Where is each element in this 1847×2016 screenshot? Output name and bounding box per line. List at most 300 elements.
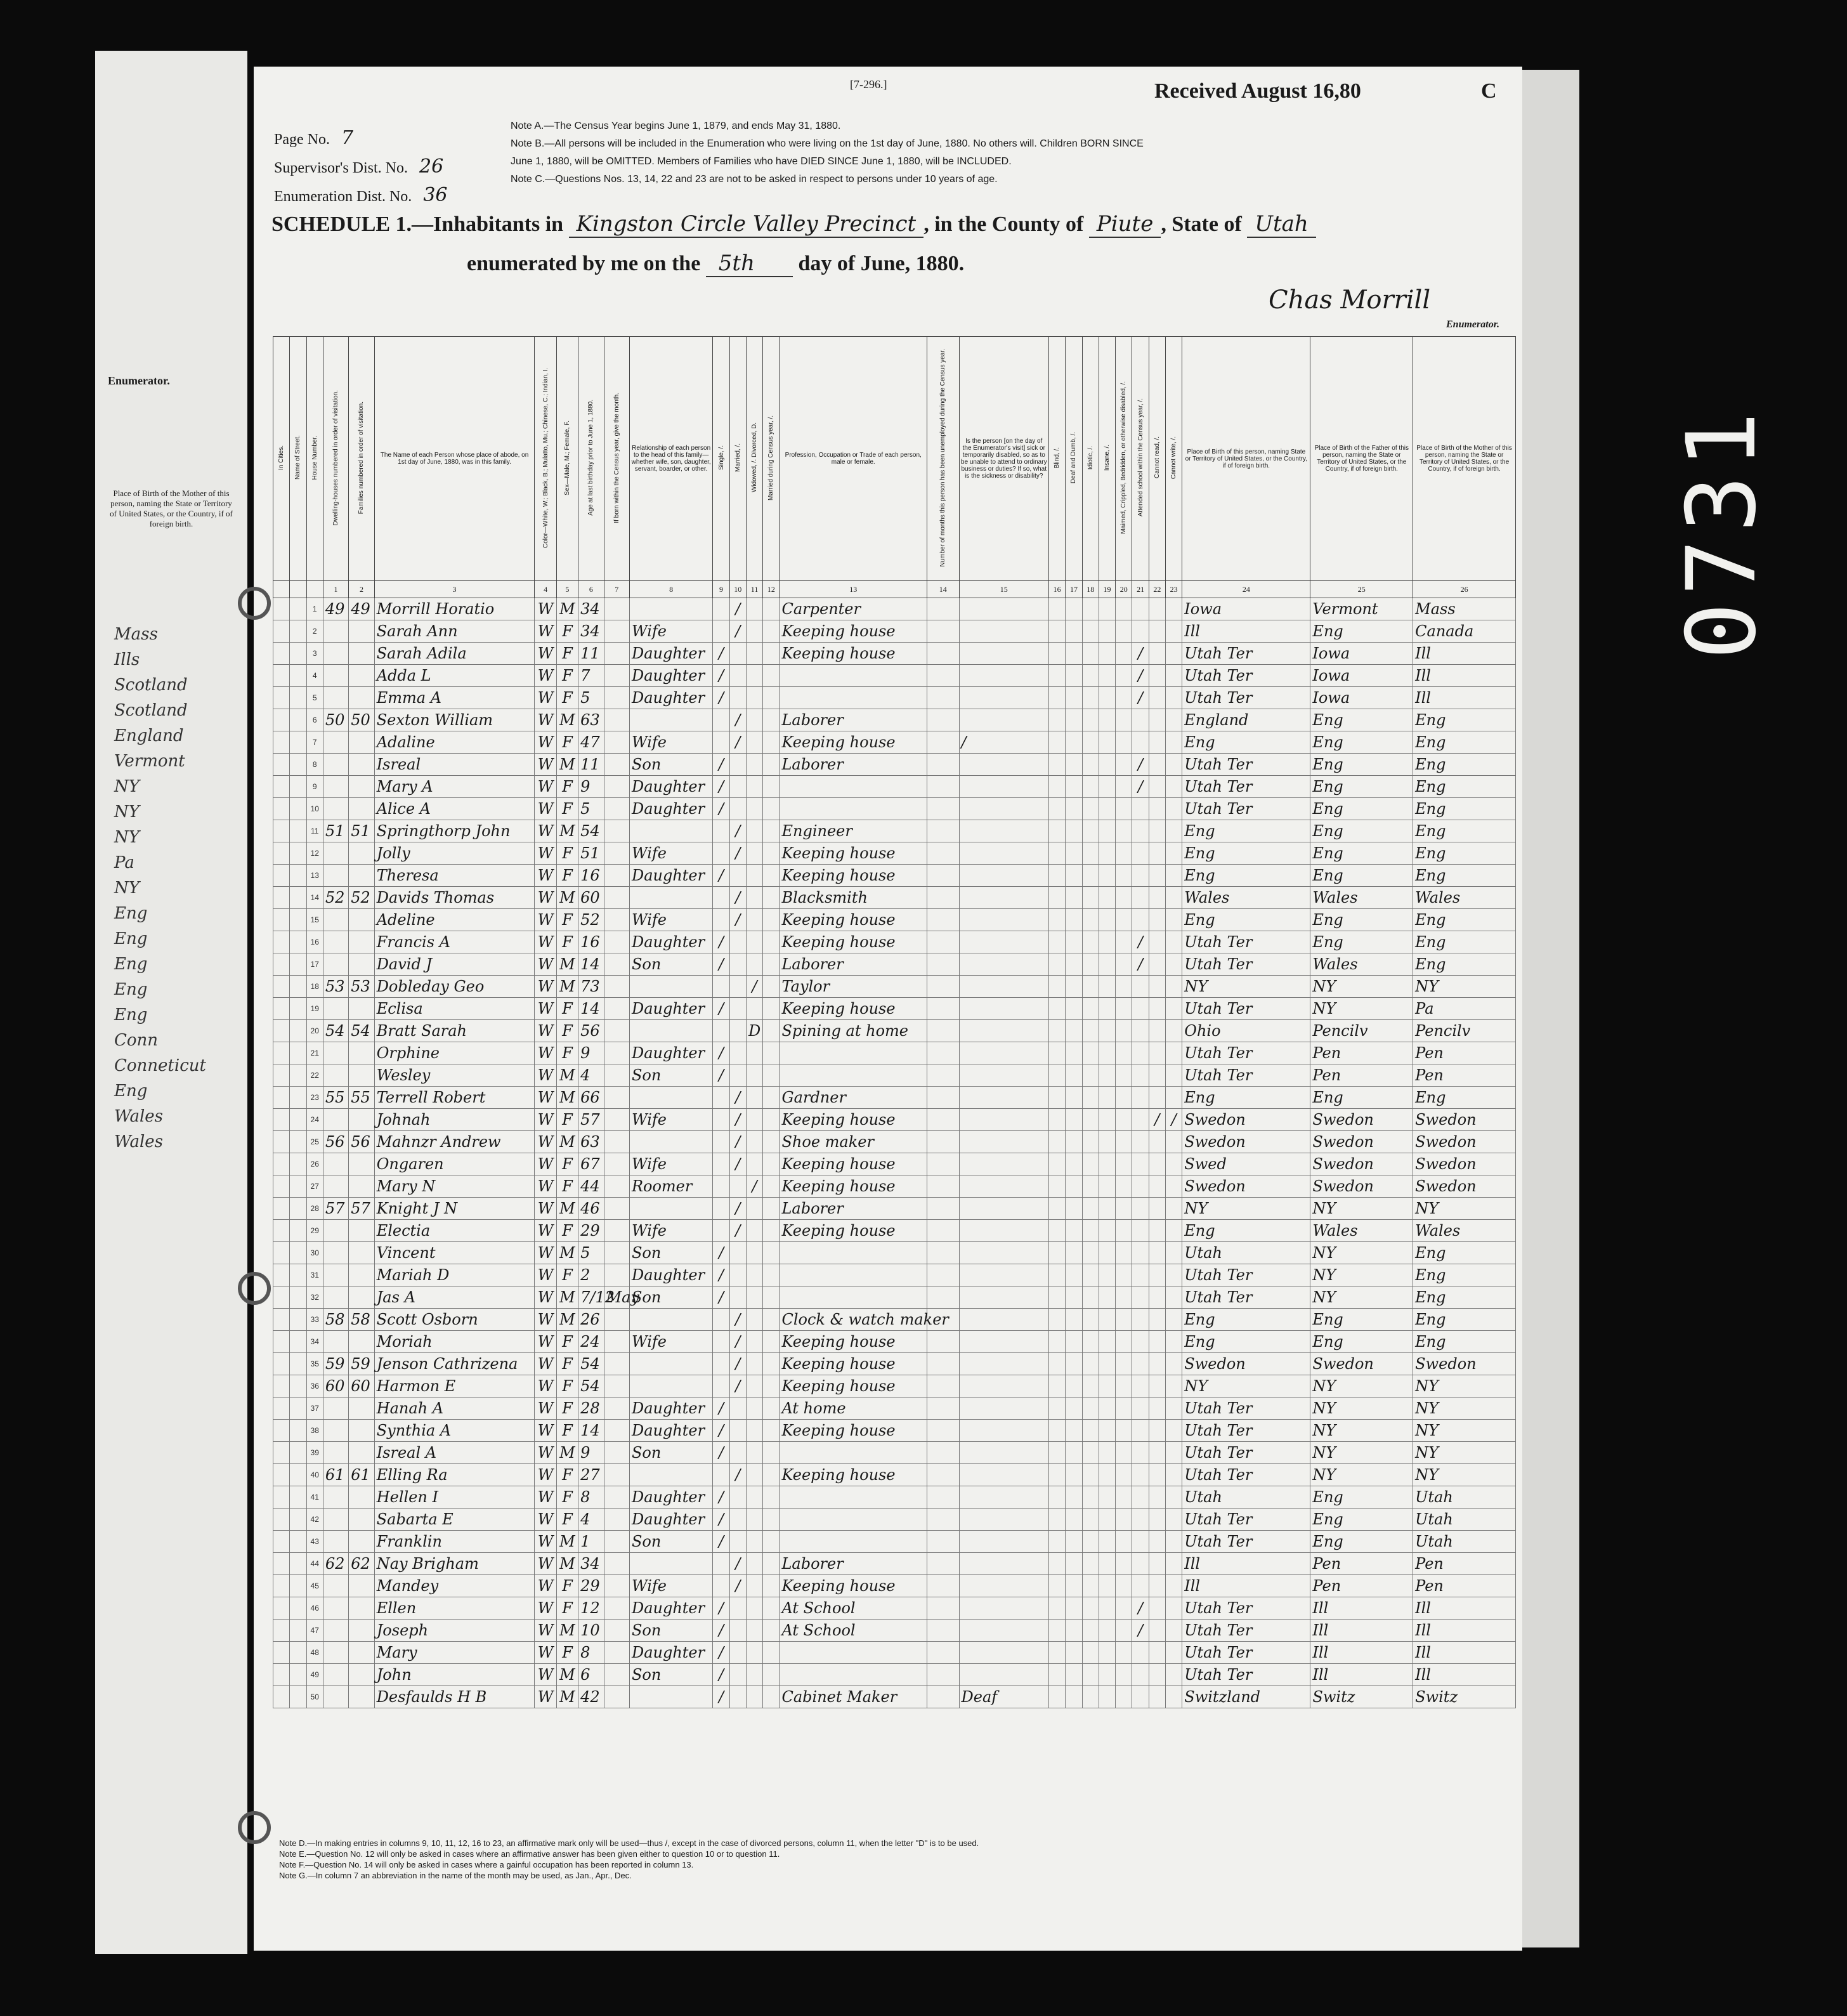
cell-fa	[349, 1286, 374, 1309]
cell-ln: 31	[306, 1264, 323, 1286]
cell-name: Franklin	[374, 1531, 535, 1553]
cell-empty	[1116, 1620, 1132, 1642]
cell-sick	[959, 1042, 1049, 1064]
cell-md	[763, 820, 780, 842]
cell-empty	[1082, 709, 1099, 731]
cell-empty	[1066, 1375, 1082, 1397]
cell-empty	[1082, 1264, 1099, 1286]
cell-mr: /	[729, 1464, 746, 1486]
cell-rd	[1149, 998, 1165, 1020]
cell-empty	[1099, 1686, 1115, 1708]
cell-empty	[1066, 1620, 1082, 1642]
cell-rel: Daughter	[629, 776, 712, 798]
cell-empty	[1066, 1486, 1082, 1509]
enum-suffix: day of June, 1880.	[798, 252, 965, 275]
cell-rel: Son	[629, 754, 712, 776]
cell-empty	[1099, 1242, 1115, 1264]
cell-empty	[1049, 865, 1066, 887]
cell-empty	[290, 1620, 306, 1642]
column-header	[349, 337, 374, 581]
cell-sc	[1132, 1664, 1149, 1686]
cell-wr	[1165, 1175, 1182, 1198]
cell-occ: Carpenter	[780, 598, 927, 620]
cell-b2: NY	[1310, 1442, 1413, 1464]
cell-rel	[629, 1686, 712, 1708]
cell-name: Adaline	[374, 731, 535, 754]
cell-un	[927, 1375, 959, 1397]
cell-wd	[746, 1220, 762, 1242]
cell-empty	[1099, 1397, 1115, 1420]
cell-mr	[729, 798, 746, 820]
cell-mr	[729, 1420, 746, 1442]
cell-occ	[780, 687, 927, 709]
cell-mo	[604, 731, 629, 754]
cell-dw: 57	[323, 1198, 348, 1220]
cell-sick	[959, 1397, 1049, 1420]
cell-c: W	[535, 665, 556, 687]
cell-occ: Laborer	[780, 1553, 927, 1575]
cell-b2: NY	[1310, 976, 1413, 998]
column-header-text: Age at last birthday prior to June 1, 1880.	[587, 400, 595, 516]
cell-wd	[746, 1464, 762, 1486]
cell-b2: Eng	[1310, 820, 1413, 842]
cell-a: 60	[578, 887, 604, 909]
cell-c: W	[535, 953, 556, 976]
cell-s: F	[556, 909, 578, 931]
cell-mr	[729, 1642, 746, 1664]
cell-wr	[1165, 1264, 1182, 1286]
cell-empty	[1116, 1220, 1132, 1242]
census-row	[273, 1509, 1516, 1531]
cell-wd	[746, 953, 762, 976]
cell-b1: Ill	[1182, 1553, 1310, 1575]
cell-wr	[1165, 1087, 1182, 1109]
cell-dw	[323, 1664, 348, 1686]
cell-wr	[1165, 865, 1182, 887]
cell-un	[927, 1442, 959, 1464]
cell-sick	[959, 598, 1049, 620]
cell-name: Sabarta E	[374, 1509, 535, 1531]
cell-rd	[1149, 1486, 1165, 1509]
cell-s: M	[556, 976, 578, 998]
cell-empty	[1082, 1309, 1099, 1331]
cell-empty	[1049, 1020, 1066, 1042]
cell-empty	[1066, 1042, 1082, 1064]
cell-empty	[1049, 620, 1066, 643]
cell-rd	[1149, 1020, 1165, 1042]
cell-sc	[1132, 1175, 1149, 1198]
cell-sick	[959, 1375, 1049, 1397]
cell-name: John	[374, 1664, 535, 1686]
cell-dw	[323, 1397, 348, 1420]
cell-c: W	[535, 620, 556, 643]
cell-ln: 23	[306, 1087, 323, 1109]
cell-empty	[1082, 665, 1099, 687]
cell-empty	[1066, 665, 1082, 687]
cell-b1: England	[1182, 709, 1310, 731]
cell-rd	[1149, 665, 1165, 687]
cell-empty	[1082, 1175, 1099, 1198]
cell-a: 73	[578, 976, 604, 998]
cell-empty	[1066, 687, 1082, 709]
cell-rel	[629, 709, 712, 731]
cell-wd	[746, 1153, 762, 1175]
cell-b2: Ill	[1310, 1642, 1413, 1664]
cell-wd	[746, 1420, 762, 1442]
cell-mr	[729, 1509, 746, 1531]
enumeration-value: 36	[423, 184, 448, 206]
cell-un	[927, 798, 959, 820]
cell-empty	[1116, 1597, 1132, 1620]
cell-name: Isreal	[374, 754, 535, 776]
cell-a: 14	[578, 998, 604, 1020]
cell-rd	[1149, 1375, 1165, 1397]
cell-b2: Eng	[1310, 1531, 1413, 1553]
cell-sick: Deaf	[959, 1686, 1049, 1708]
cell-wr	[1165, 1309, 1182, 1331]
cell-sg	[713, 887, 729, 909]
cell-mo	[604, 1553, 629, 1575]
cell-sg	[713, 1464, 729, 1486]
cell-ln: 3	[306, 643, 323, 665]
census-row	[273, 1153, 1516, 1175]
cell-empty	[273, 1420, 290, 1442]
cell-sc	[1132, 1486, 1149, 1509]
cell-dw	[323, 998, 348, 1020]
left-strip-entry: Scotland	[114, 676, 188, 695]
cell-rd	[1149, 687, 1165, 709]
cell-s: F	[556, 1020, 578, 1042]
cell-empty	[1049, 1264, 1066, 1286]
cell-mr	[729, 1531, 746, 1553]
cell-rd	[1149, 1286, 1165, 1309]
cell-occ: Keeping house	[780, 842, 927, 865]
cell-b3: Swedon	[1413, 1109, 1516, 1131]
cell-fa	[349, 953, 374, 976]
cell-b1: Utah Ter	[1182, 1042, 1310, 1064]
cell-rd	[1149, 820, 1165, 842]
cell-empty	[1066, 1064, 1082, 1087]
cell-dw: 60	[323, 1375, 348, 1397]
cell-empty	[290, 1642, 306, 1664]
cell-mr	[729, 1686, 746, 1708]
cell-b1: Utah Ter	[1182, 1620, 1310, 1642]
cell-fa	[349, 1242, 374, 1264]
cell-sick	[959, 1264, 1049, 1286]
cell-md	[763, 598, 780, 620]
cell-b3: Ill	[1413, 1642, 1516, 1664]
cell-empty	[1116, 1153, 1132, 1175]
cell-mr	[729, 998, 746, 1020]
cell-sc	[1132, 1087, 1149, 1109]
cell-b1: Swedon	[1182, 1109, 1310, 1131]
cell-b1: Utah Ter	[1182, 1397, 1310, 1420]
cell-empty	[1099, 865, 1115, 887]
cell-fa	[349, 687, 374, 709]
cell-a: 34	[578, 1553, 604, 1575]
cell-ln: 8	[306, 754, 323, 776]
cell-b1: Utah Ter	[1182, 1664, 1310, 1686]
cell-mo	[604, 754, 629, 776]
column-number: 10	[729, 581, 746, 598]
cell-md	[763, 1220, 780, 1242]
received-stamp: Received August 16,80	[1154, 79, 1361, 103]
cell-wr	[1165, 887, 1182, 909]
cell-empty	[290, 665, 306, 687]
cell-empty	[1082, 976, 1099, 998]
cell-empty	[1082, 1087, 1099, 1109]
cell-name: Springthorp John	[374, 820, 535, 842]
cell-mo	[604, 1642, 629, 1664]
cell-mr: /	[729, 1553, 746, 1575]
column-header	[1182, 337, 1310, 581]
cell-wd	[746, 1620, 762, 1642]
film-number: 0731	[1667, 405, 1777, 660]
cell-b1: Swed	[1182, 1153, 1310, 1175]
cell-sc	[1132, 620, 1149, 643]
column-header-text: Maimed, Crippled, Bedridden, or otherwise disabled, /.	[1120, 381, 1128, 534]
binder-ring	[238, 1811, 271, 1844]
cell-empty	[1082, 1420, 1099, 1442]
cell-name: Emma A	[374, 687, 535, 709]
cell-b3: Eng	[1413, 798, 1516, 820]
cell-a: 67	[578, 1153, 604, 1175]
cell-empty	[1099, 1286, 1115, 1309]
left-strip-entry: Vermont	[114, 752, 185, 771]
cell-empty	[1099, 1642, 1115, 1664]
cell-sick	[959, 1420, 1049, 1442]
cell-rel: Daughter	[629, 643, 712, 665]
cell-wd	[746, 1309, 762, 1331]
cell-empty	[290, 887, 306, 909]
cell-wd	[746, 1686, 762, 1708]
cell-a: 5	[578, 798, 604, 820]
census-row	[273, 1286, 1516, 1309]
cell-md	[763, 909, 780, 931]
cell-a: 2	[578, 1264, 604, 1286]
cell-c: W	[535, 1020, 556, 1042]
cell-b2: Eng	[1310, 1509, 1413, 1531]
cell-empty	[273, 1620, 290, 1642]
cell-b3: Eng	[1413, 842, 1516, 865]
cell-sg: /	[713, 953, 729, 976]
cell-empty	[1099, 1464, 1115, 1486]
cell-empty	[1099, 709, 1115, 731]
cell-rel: Son	[629, 1531, 712, 1553]
cell-empty	[1049, 1131, 1066, 1153]
cell-c: W	[535, 1309, 556, 1331]
cell-empty	[273, 1375, 290, 1397]
cell-un	[927, 731, 959, 754]
cell-sick	[959, 620, 1049, 643]
cell-fa	[349, 1442, 374, 1464]
cell-wd	[746, 865, 762, 887]
cell-wr	[1165, 953, 1182, 976]
column-number: 20	[1116, 581, 1132, 598]
cell-name: Orphine	[374, 1042, 535, 1064]
cell-b2: Eng	[1310, 776, 1413, 798]
cell-empty	[1049, 1686, 1066, 1708]
cell-sc	[1132, 909, 1149, 931]
cell-empty	[273, 1309, 290, 1331]
cell-mo	[604, 1664, 629, 1686]
column-header	[629, 337, 712, 581]
cell-empty	[1066, 1309, 1082, 1331]
binder-ring	[238, 1272, 271, 1305]
cell-empty	[1082, 1020, 1099, 1042]
cell-ln: 24	[306, 1109, 323, 1131]
cell-empty	[1082, 1353, 1099, 1375]
cell-empty	[1049, 1353, 1066, 1375]
cell-rd	[1149, 909, 1165, 931]
cell-empty	[1116, 865, 1132, 887]
cell-mo	[604, 1264, 629, 1286]
cell-empty	[290, 1420, 306, 1442]
cell-b2: Swedon	[1310, 1175, 1413, 1198]
cell-occ: Clock & watch maker	[780, 1309, 927, 1331]
cell-c: W	[535, 598, 556, 620]
cell-sick	[959, 798, 1049, 820]
cell-empty	[1082, 776, 1099, 798]
cell-rd	[1149, 731, 1165, 754]
cell-un	[927, 1686, 959, 1708]
cell-c: W	[535, 1642, 556, 1664]
cell-dw	[323, 1620, 348, 1642]
cell-rd	[1149, 1198, 1165, 1220]
census-row	[273, 731, 1516, 754]
cell-ln: 30	[306, 1242, 323, 1264]
census-row	[273, 1042, 1516, 1064]
cell-sg	[713, 1175, 729, 1198]
cell-sick	[959, 1575, 1049, 1597]
cell-name: Jenson Cathrizena	[374, 1353, 535, 1375]
cell-b3: Ill	[1413, 643, 1516, 665]
cell-empty	[290, 643, 306, 665]
cell-s: M	[556, 1531, 578, 1553]
cell-wd	[746, 798, 762, 820]
cell-sick	[959, 1131, 1049, 1153]
cell-wd	[746, 1664, 762, 1686]
cell-un	[927, 1642, 959, 1664]
cell-ln: 13	[306, 865, 323, 887]
cell-mo	[604, 776, 629, 798]
cell-b1: NY	[1182, 1198, 1310, 1220]
column-header-text: Color—White, W.; Black, B.; Mulatto, Mu.; Chinese, C.; Indian, I.	[542, 367, 549, 548]
census-row	[273, 1397, 1516, 1420]
cell-empty	[1082, 1531, 1099, 1553]
cell-rel: Wife	[629, 1153, 712, 1175]
cell-rel: Daughter	[629, 1264, 712, 1286]
cell-empty	[1099, 1264, 1115, 1286]
cell-empty	[1116, 976, 1132, 998]
cell-wr	[1165, 1553, 1182, 1575]
cell-s: M	[556, 709, 578, 731]
cell-wd	[746, 1375, 762, 1397]
cell-md	[763, 1509, 780, 1531]
cell-ln: 20	[306, 1020, 323, 1042]
cell-c: W	[535, 1353, 556, 1375]
cell-md	[763, 643, 780, 665]
cell-c: W	[535, 687, 556, 709]
cell-s: M	[556, 1442, 578, 1464]
cell-fa	[349, 1597, 374, 1620]
cell-s: F	[556, 1642, 578, 1664]
cell-empty	[1082, 1109, 1099, 1131]
cell-empty	[1082, 931, 1099, 953]
cell-c: W	[535, 1198, 556, 1220]
cell-empty	[1049, 798, 1066, 820]
cell-dw: 54	[323, 1020, 348, 1042]
cell-empty	[1049, 1375, 1066, 1397]
cell-empty	[1066, 1575, 1082, 1597]
cell-b1: Ill	[1182, 620, 1310, 643]
cell-empty	[1116, 1109, 1132, 1131]
cell-sick	[959, 1442, 1049, 1464]
cell-empty	[1099, 1309, 1115, 1331]
cell-ln: 17	[306, 953, 323, 976]
cell-a: 12	[578, 1597, 604, 1620]
cell-rel	[629, 1309, 712, 1331]
cell-c: W	[535, 798, 556, 820]
cell-b3: Swedon	[1413, 1131, 1516, 1153]
cell-empty	[1066, 1553, 1082, 1575]
cell-empty	[1049, 598, 1066, 620]
column-header	[1149, 337, 1165, 581]
cell-rd	[1149, 1686, 1165, 1708]
cell-empty	[290, 998, 306, 1020]
cell-empty	[1082, 1153, 1099, 1175]
cell-b1: Utah Ter	[1182, 1420, 1310, 1442]
cell-sc	[1132, 865, 1149, 887]
cell-mr: /	[729, 1375, 746, 1397]
cell-empty	[1116, 1087, 1132, 1109]
cell-rel: Daughter	[629, 1486, 712, 1509]
cell-ln: 25	[306, 1131, 323, 1153]
cell-empty	[273, 1242, 290, 1264]
cell-s: M	[556, 953, 578, 976]
cell-rd	[1149, 1420, 1165, 1442]
census-row	[273, 1309, 1516, 1331]
cell-b1: Utah Ter	[1182, 798, 1310, 820]
column-header-row	[273, 337, 1516, 581]
cell-un	[927, 620, 959, 643]
cell-wd	[746, 598, 762, 620]
cell-sc	[1132, 820, 1149, 842]
cell-empty	[273, 1286, 290, 1309]
cell-ln: 26	[306, 1153, 323, 1175]
cell-dw	[323, 1042, 348, 1064]
cell-mo	[604, 709, 629, 731]
cell-b1: Switzland	[1182, 1686, 1310, 1708]
cell-empty	[290, 1175, 306, 1198]
cell-occ	[780, 1531, 927, 1553]
cell-b2: Eng	[1310, 1486, 1413, 1509]
cell-c: W	[535, 998, 556, 1020]
cell-mr: /	[729, 1220, 746, 1242]
column-number: 8	[629, 581, 712, 598]
cell-rd	[1149, 598, 1165, 620]
cell-empty	[290, 1220, 306, 1242]
census-row	[273, 1175, 1516, 1198]
cell-dw	[323, 1642, 348, 1664]
cell-s: M	[556, 820, 578, 842]
cell-a: 16	[578, 865, 604, 887]
cell-sc	[1132, 1242, 1149, 1264]
cell-empty	[273, 865, 290, 887]
cell-rd	[1149, 1264, 1165, 1286]
cell-mr	[729, 643, 746, 665]
cell-un	[927, 1531, 959, 1553]
